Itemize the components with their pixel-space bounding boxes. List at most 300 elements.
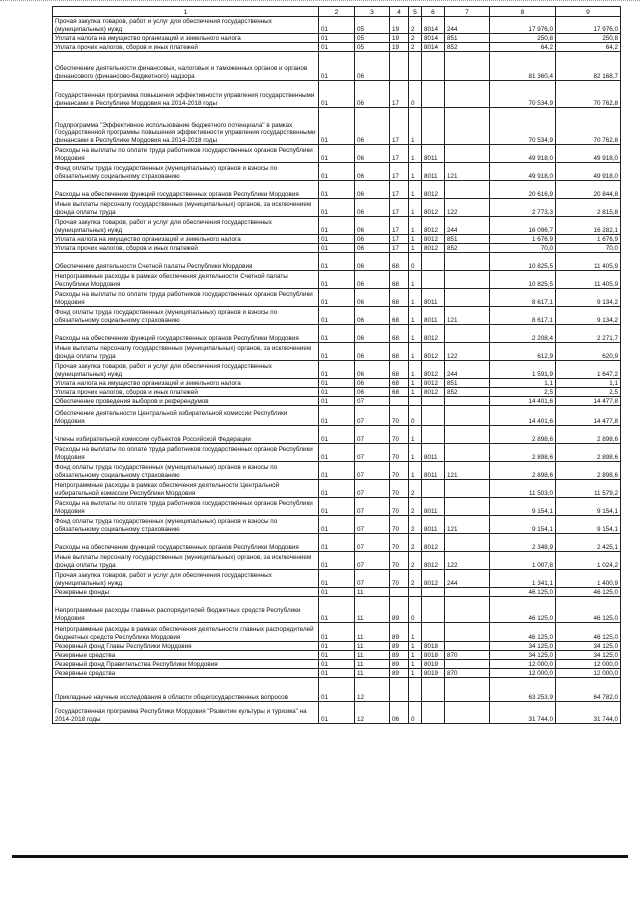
table-row — [53, 702, 621, 724]
row-code-section: 01 — [319, 325, 355, 343]
budget-table-container — [52, 6, 620, 724]
row-code-subprogram: 2 — [409, 498, 422, 516]
row-name: Расходы на выплаты по оплате труда работников государственных органов Республики Мордовия — [53, 145, 319, 163]
row-amount-year2: 2 271,7 — [556, 325, 621, 343]
table-row — [53, 145, 621, 163]
row-amount-year1: 46 125,0 — [490, 588, 556, 597]
row-code-expense-type — [445, 145, 490, 163]
table-row — [53, 444, 621, 462]
table-row — [53, 361, 621, 379]
row-code-expense-type: 851 — [445, 235, 490, 244]
row-code-program: 68 — [390, 343, 409, 361]
row-amount-year1: 63 253,9 — [490, 678, 556, 702]
row-amount-year2: 17 976,0 — [556, 17, 621, 34]
row-code-direction — [422, 406, 445, 426]
row-code-subsection: 06 — [355, 181, 390, 199]
row-amount-year1: 1 676,9 — [490, 235, 556, 244]
row-amount-year1: 10 825,5 — [490, 253, 556, 271]
row-code-section: 01 — [319, 642, 355, 651]
row-code-subprogram: 2 — [409, 17, 422, 34]
table-row — [53, 623, 621, 642]
row-code-expense-type — [445, 52, 490, 81]
row-code-program: 17 — [390, 181, 409, 199]
row-code-subsection: 06 — [355, 325, 390, 343]
row-code-direction — [422, 480, 445, 498]
row-code-subprogram — [409, 678, 422, 702]
row-name: Расходы на выплаты по оплате труда работников государственных органов Республики Мордовия — [53, 444, 319, 462]
row-amount-year1: 14 401,6 — [490, 406, 556, 426]
row-name: Резервный фонд Правительства Республики Мордовия — [53, 660, 319, 669]
row-code-subsection: 12 — [355, 678, 390, 702]
row-name: Непрограммные расходы в рамках обеспечения деятельности Счетной палаты Республики Мордовия — [53, 271, 319, 289]
row-code-program: 68 — [390, 379, 409, 388]
row-amount-year2: 70 762,8 — [556, 81, 621, 108]
row-code-direction: 8011 — [422, 516, 445, 534]
row-amount-year2: 64 782,0 — [556, 678, 621, 702]
row-code-section: 01 — [319, 34, 355, 43]
row-code-expense-type — [445, 325, 490, 343]
row-code-expense-type — [445, 642, 490, 651]
row-code-direction: 8012 — [422, 343, 445, 361]
row-code-expense-type: 852 — [445, 43, 490, 52]
row-code-section: 01 — [319, 660, 355, 669]
row-code-expense-type: 244 — [445, 17, 490, 34]
row-code-direction — [422, 623, 445, 642]
row-code-direction: 8012 — [422, 379, 445, 388]
row-code-subsection: 06 — [355, 388, 390, 397]
row-amount-year1: 2 898,6 — [490, 444, 556, 462]
table-row — [53, 307, 621, 325]
table-row — [53, 253, 621, 271]
row-code-direction: 8012 — [422, 244, 445, 253]
budget-table-body — [53, 17, 621, 724]
row-code-program — [390, 678, 409, 702]
row-name: Расходы на выплаты по оплате труда работников государственных органов Республики Мордовия — [53, 498, 319, 516]
row-code-direction — [422, 52, 445, 81]
row-code-subsection: 12 — [355, 702, 390, 724]
row-code-direction: 8012 — [422, 181, 445, 199]
row-amount-year2: 9 154,1 — [556, 498, 621, 516]
row-name: Обеспечение проведения выборов и референдумов — [53, 397, 319, 406]
row-name: Уплата прочих налогов, сборов и иных платежей — [53, 244, 319, 253]
row-code-direction: 8019 — [422, 669, 445, 678]
table-row — [53, 379, 621, 388]
row-code-section: 01 — [319, 651, 355, 660]
row-code-subsection: 06 — [355, 108, 390, 145]
row-code-subprogram: 1 — [409, 444, 422, 462]
row-code-subprogram: 2 — [409, 552, 422, 570]
table-row — [53, 108, 621, 145]
row-amount-year2: 20 844,8 — [556, 181, 621, 199]
row-code-program: 70 — [390, 534, 409, 552]
row-amount-year1: 2 898,6 — [490, 462, 556, 480]
row-code-expense-type — [445, 534, 490, 552]
row-amount-year1: 10 825,5 — [490, 271, 556, 289]
column-header: 9 — [556, 7, 621, 17]
row-code-direction: 8012 — [422, 534, 445, 552]
row-amount-year2: 2 898,6 — [556, 444, 621, 462]
row-code-subsection: 11 — [355, 597, 390, 623]
row-code-direction: 8018 — [422, 651, 445, 660]
row-amount-year2: 2 425,1 — [556, 534, 621, 552]
table-row — [53, 462, 621, 480]
row-code-section: 01 — [319, 498, 355, 516]
row-code-section: 01 — [319, 534, 355, 552]
row-code-section: 01 — [319, 199, 355, 217]
row-code-expense-type — [445, 702, 490, 724]
row-code-expense-type — [445, 444, 490, 462]
row-code-subprogram — [409, 588, 422, 597]
row-code-direction: 8012 — [422, 388, 445, 397]
page-footer-rule — [12, 855, 628, 858]
row-code-expense-type — [445, 660, 490, 669]
row-code-expense-type — [445, 597, 490, 623]
row-code-subsection: 06 — [355, 307, 390, 325]
table-row — [53, 244, 621, 253]
row-code-expense-type — [445, 498, 490, 516]
row-code-direction: 8014 — [422, 34, 445, 43]
table-row — [53, 669, 621, 678]
row-code-direction: 8011 — [422, 163, 445, 181]
row-amount-year2: 14 477,8 — [556, 397, 621, 406]
row-name: Расходы на выплаты по оплате труда работников государственных органов Республики Мордовия — [53, 289, 319, 307]
row-code-section: 01 — [319, 597, 355, 623]
row-code-expense-type — [445, 678, 490, 702]
row-code-section: 01 — [319, 81, 355, 108]
row-amount-year1: 2,5 — [490, 388, 556, 397]
row-code-direction: 8011 — [422, 444, 445, 462]
row-code-program: 68 — [390, 271, 409, 289]
row-name: Расходы на обеспечение функций государственных органов Республики Мордовия — [53, 325, 319, 343]
row-code-direction — [422, 597, 445, 623]
row-code-subsection: 06 — [355, 145, 390, 163]
row-code-subsection: 11 — [355, 623, 390, 642]
row-amount-year1: 17 976,0 — [490, 17, 556, 34]
row-code-subsection: 06 — [355, 271, 390, 289]
row-code-direction — [422, 678, 445, 702]
row-amount-year2: 9 134,2 — [556, 289, 621, 307]
table-row — [53, 660, 621, 669]
row-code-section: 01 — [319, 43, 355, 52]
row-code-direction — [422, 108, 445, 145]
row-code-subsection: 06 — [355, 361, 390, 379]
table-row — [53, 325, 621, 343]
row-name: Иные выплаты персоналу государственных (муниципальных) органов, за исключением фонда оплаты труда — [53, 343, 319, 361]
row-code-direction: 8012 — [422, 570, 445, 588]
row-code-subsection: 11 — [355, 651, 390, 660]
row-amount-year2: 11 405,9 — [556, 271, 621, 289]
row-code-program: 17 — [390, 235, 409, 244]
row-code-subsection: 06 — [355, 235, 390, 244]
row-code-section: 01 — [319, 343, 355, 361]
row-code-expense-type: 244 — [445, 570, 490, 588]
row-amount-year1: 1 341,1 — [490, 570, 556, 588]
row-code-expense-type — [445, 81, 490, 108]
row-code-program: 70 — [390, 406, 409, 426]
row-code-direction: 8012 — [422, 361, 445, 379]
table-row — [53, 52, 621, 81]
table-row — [53, 289, 621, 307]
row-name: Фонд оплаты труда государственных (муниципальных) органов и взносы по обязательному социальному страхованию — [53, 516, 319, 534]
table-row — [53, 597, 621, 623]
row-name: Резервные фонды — [53, 588, 319, 597]
row-code-expense-type — [445, 253, 490, 271]
row-code-program: 06 — [390, 702, 409, 724]
row-amount-year2: 70,0 — [556, 244, 621, 253]
table-row — [53, 181, 621, 199]
row-amount-year1: 1 007,8 — [490, 552, 556, 570]
row-code-program: 19 — [390, 43, 409, 52]
row-code-subprogram: 2 — [409, 534, 422, 552]
row-code-section: 01 — [319, 379, 355, 388]
row-code-section: 01 — [319, 108, 355, 145]
row-code-direction: 8019 — [422, 660, 445, 669]
row-code-program: 70 — [390, 480, 409, 498]
row-code-section: 01 — [319, 361, 355, 379]
row-amount-year2: 34 125,0 — [556, 642, 621, 651]
row-name: Обеспечение деятельности Счетной палаты Республики Мордовия — [53, 253, 319, 271]
row-code-section: 01 — [319, 570, 355, 588]
row-amount-year1: 1 591,9 — [490, 361, 556, 379]
row-code-direction: 8014 — [422, 17, 445, 34]
row-code-section: 01 — [319, 426, 355, 444]
row-code-subsection: 06 — [355, 244, 390, 253]
row-code-subsection: 05 — [355, 17, 390, 34]
row-code-expense-type: 870 — [445, 669, 490, 678]
row-amount-year2: 1 647,2 — [556, 361, 621, 379]
row-code-expense-type: 122 — [445, 199, 490, 217]
row-code-program: 68 — [390, 325, 409, 343]
row-code-direction: 8012 — [422, 235, 445, 244]
row-code-subprogram: 1 — [409, 163, 422, 181]
row-code-subprogram: 2 — [409, 516, 422, 534]
row-amount-year1: 8 617,1 — [490, 307, 556, 325]
row-code-section: 01 — [319, 462, 355, 480]
row-code-expense-type — [445, 623, 490, 642]
row-name: Государственная программа повышения эффективности управления государственными финансами в Республике Мордовия на 2014-2018 годы — [53, 81, 319, 108]
row-amount-year2: 2,5 — [556, 388, 621, 397]
row-amount-year1: 8 617,1 — [490, 289, 556, 307]
row-code-program: 89 — [390, 669, 409, 678]
row-code-subsection: 07 — [355, 406, 390, 426]
row-amount-year2: 2 815,8 — [556, 199, 621, 217]
row-amount-year2: 46 125,0 — [556, 588, 621, 597]
row-amount-year1: 64,2 — [490, 43, 556, 52]
row-name: Подпрограмма "Эффективное использование бюджетного потенциала" в рамках Государственной программы повышения эффективности управления государственными финансами в Республике Мордовия на 2014-2018 годы — [53, 108, 319, 145]
row-code-subsection: 07 — [355, 444, 390, 462]
row-name: Резервные средства — [53, 669, 319, 678]
row-code-subprogram: 1 — [409, 325, 422, 343]
row-code-subsection: 07 — [355, 552, 390, 570]
row-code-subprogram: 1 — [409, 181, 422, 199]
row-code-subsection: 06 — [355, 81, 390, 108]
row-code-section: 01 — [319, 271, 355, 289]
row-code-subprogram: 1 — [409, 388, 422, 397]
row-code-section: 01 — [319, 17, 355, 34]
table-row — [53, 343, 621, 361]
row-code-direction: 8011 — [422, 145, 445, 163]
row-code-expense-type — [445, 397, 490, 406]
row-amount-year2: 1 676,9 — [556, 235, 621, 244]
row-name: Уплата прочих налогов, сборов и иных платежей — [53, 43, 319, 52]
row-code-program: 17 — [390, 244, 409, 253]
row-amount-year1: 49 918,0 — [490, 145, 556, 163]
row-code-subprogram: 1 — [409, 244, 422, 253]
row-code-subsection: 06 — [355, 289, 390, 307]
row-name: Непрограммные расходы главных распорядителей бюджетных средств Республики Мордовия — [53, 597, 319, 623]
row-code-subsection: 07 — [355, 570, 390, 588]
column-header: 4 — [390, 7, 409, 17]
table-row — [53, 498, 621, 516]
row-code-program: 68 — [390, 253, 409, 271]
column-header: 6 — [422, 7, 445, 17]
row-amount-year1: 81 360,4 — [490, 52, 556, 81]
row-code-program: 89 — [390, 651, 409, 660]
column-header: 3 — [355, 7, 390, 17]
table-row — [53, 588, 621, 597]
row-code-subsection: 06 — [355, 343, 390, 361]
row-name: Уплата налога на имущество организаций и земельного налога — [53, 34, 319, 43]
row-name: Члены избирательной комиссии субъектов Российской Федерации — [53, 426, 319, 444]
row-code-section: 01 — [319, 552, 355, 570]
row-code-subsection: 06 — [355, 217, 390, 235]
row-code-subsection: 06 — [355, 163, 390, 181]
column-header: 7 — [445, 7, 490, 17]
row-code-program: 70 — [390, 552, 409, 570]
row-code-program — [390, 397, 409, 406]
row-name: Прочая закупка товаров, работ и услуг для обеспечения государственных (муниципальных) нужд — [53, 217, 319, 235]
row-code-program: 70 — [390, 444, 409, 462]
row-code-subsection: 06 — [355, 52, 390, 81]
column-header: 5 — [409, 7, 422, 17]
row-code-subprogram — [409, 397, 422, 406]
column-header: 1 — [53, 7, 319, 17]
row-code-subprogram: 1 — [409, 343, 422, 361]
table-row — [53, 651, 621, 660]
header-row — [53, 7, 621, 17]
row-name: Непрограммные расходы в рамках обеспечения деятельности главных распорядителей бюджетных средств Республики Мордовия — [53, 623, 319, 642]
row-amount-year2: 11 579,2 — [556, 480, 621, 498]
row-code-direction — [422, 426, 445, 444]
row-code-subprogram: 1 — [409, 361, 422, 379]
row-code-program: 19 — [390, 17, 409, 34]
row-code-direction: 8011 — [422, 307, 445, 325]
row-amount-year1: 70 534,9 — [490, 108, 556, 145]
row-code-section: 01 — [319, 678, 355, 702]
row-code-expense-type: 121 — [445, 516, 490, 534]
row-code-subsection: 11 — [355, 642, 390, 651]
row-code-section: 01 — [319, 444, 355, 462]
row-amount-year2: 14 477,8 — [556, 406, 621, 426]
row-code-direction: 8014 — [422, 43, 445, 52]
row-code-direction: 8012 — [422, 217, 445, 235]
row-code-section: 01 — [319, 52, 355, 81]
row-name: Обеспечение деятельности Центральной избирательной комиссии Республики Мордовия — [53, 406, 319, 426]
row-amount-year2: 12 000,0 — [556, 669, 621, 678]
row-code-subprogram: 2 — [409, 570, 422, 588]
row-amount-year2: 31 744,0 — [556, 702, 621, 724]
row-code-subsection: 06 — [355, 199, 390, 217]
table-row — [53, 552, 621, 570]
row-code-subsection: 07 — [355, 397, 390, 406]
row-code-section: 01 — [319, 181, 355, 199]
row-code-direction — [422, 588, 445, 597]
row-amount-year2: 16 282,1 — [556, 217, 621, 235]
row-code-subprogram: 1 — [409, 669, 422, 678]
row-amount-year2: 620,9 — [556, 343, 621, 361]
row-code-subprogram: 1 — [409, 642, 422, 651]
page-top-border — [0, 0, 640, 3]
row-amount-year2: 82 168,7 — [556, 52, 621, 81]
row-name: Расходы на обеспечение функций государственных органов Республики Мордовия — [53, 534, 319, 552]
table-row — [53, 217, 621, 235]
table-row — [53, 480, 621, 498]
row-code-section: 01 — [319, 289, 355, 307]
row-amount-year1: 49 918,0 — [490, 163, 556, 181]
row-code-expense-type: 121 — [445, 462, 490, 480]
row-code-subprogram: 0 — [409, 81, 422, 108]
row-code-direction: 8018 — [422, 642, 445, 651]
row-amount-year1: 612,9 — [490, 343, 556, 361]
row-code-subsection: 11 — [355, 588, 390, 597]
row-code-subprogram: 1 — [409, 462, 422, 480]
row-code-subprogram: 1 — [409, 426, 422, 444]
table-row — [53, 388, 621, 397]
table-row — [53, 570, 621, 588]
row-code-program: 68 — [390, 307, 409, 325]
row-code-subprogram: 0 — [409, 702, 422, 724]
table-row — [53, 34, 621, 43]
row-code-expense-type — [445, 480, 490, 498]
table-row — [53, 163, 621, 181]
row-code-direction: 8012 — [422, 199, 445, 217]
row-code-direction — [422, 81, 445, 108]
row-code-program: 89 — [390, 660, 409, 669]
row-code-program: 89 — [390, 597, 409, 623]
row-name: Непрограммные расходы в рамках обеспечения деятельности Центральной избирательной комиссии Республики Мордовия — [53, 480, 319, 498]
row-amount-year1: 12 000,0 — [490, 669, 556, 678]
row-code-program: 89 — [390, 642, 409, 651]
row-code-program — [390, 52, 409, 81]
row-amount-year1: 46 125,0 — [490, 623, 556, 642]
row-amount-year1: 2 208,4 — [490, 325, 556, 343]
row-code-expense-type: 870 — [445, 651, 490, 660]
row-amount-year1: 11 503,0 — [490, 480, 556, 498]
row-code-program: 17 — [390, 81, 409, 108]
table-row — [53, 406, 621, 426]
row-code-section: 01 — [319, 253, 355, 271]
table-row — [53, 426, 621, 444]
row-amount-year1: 20 616,9 — [490, 181, 556, 199]
row-amount-year2: 1 400,9 — [556, 570, 621, 588]
row-code-subprogram: 1 — [409, 235, 422, 244]
row-code-subsection: 07 — [355, 516, 390, 534]
row-name: Фонд оплаты труда государственных (муниципальных) органов и взносы по обязательному социальному страхованию — [53, 163, 319, 181]
row-amount-year2: 1,1 — [556, 379, 621, 388]
row-name: Резервные средства — [53, 651, 319, 660]
row-code-section: 01 — [319, 244, 355, 253]
table-row — [53, 397, 621, 406]
row-code-section: 01 — [319, 588, 355, 597]
row-code-direction: 8012 — [422, 552, 445, 570]
row-amount-year1: 16 096,7 — [490, 217, 556, 235]
row-amount-year2: 250,8 — [556, 34, 621, 43]
table-row — [53, 235, 621, 244]
row-code-expense-type — [445, 181, 490, 199]
row-amount-year1: 46 125,0 — [490, 597, 556, 623]
table-row — [53, 516, 621, 534]
row-amount-year1: 1,1 — [490, 379, 556, 388]
